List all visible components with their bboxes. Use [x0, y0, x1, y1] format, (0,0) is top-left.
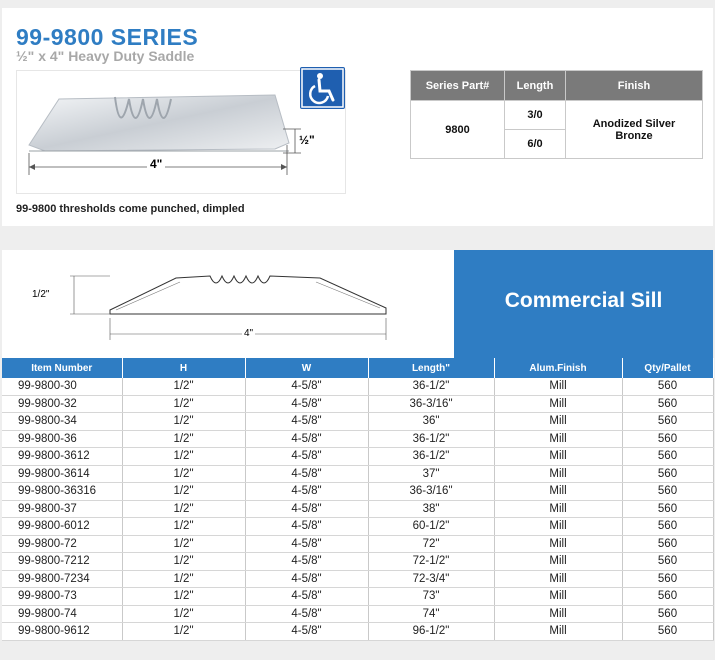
series-subtitle: ½" x 4" Heavy Duty Saddle [16, 48, 195, 64]
length-cell: 36-3/16" [368, 395, 494, 413]
column-header-length: Length" [368, 358, 494, 378]
table-row [2, 395, 713, 413]
product-note: 99-9800 thresholds come punched, dimpled [16, 203, 245, 215]
spec-finish-line: Bronze [615, 129, 653, 142]
finish-cell: Mill [494, 605, 622, 623]
w-cell: 4-5/8" [245, 483, 368, 501]
h-cell: 1/2" [122, 518, 245, 536]
finish-cell: Mill [494, 465, 622, 483]
qty-cell: 560 [622, 378, 713, 395]
items-table [2, 358, 714, 641]
spec-finish-cell [566, 101, 703, 159]
h-cell: 1/2" [122, 588, 245, 606]
column-header-qty: Qty/Pallet [622, 358, 713, 378]
length-cell: 38" [368, 500, 494, 518]
column-header-finish: Alum.Finish [494, 358, 622, 378]
w-cell: 4-5/8" [245, 378, 368, 395]
finish-cell: Mill [494, 623, 622, 641]
length-cell: 36-1/2" [368, 378, 494, 395]
table-row [2, 430, 713, 448]
spec-header-part: Series Part# [411, 71, 505, 101]
spec-header-finish: Finish [566, 71, 703, 101]
item-number-cell: 99-9800-7212 [2, 553, 122, 571]
qty-cell: 560 [622, 430, 713, 448]
column-header-h: H [122, 358, 245, 378]
finish-cell: Mill [494, 570, 622, 588]
qty-cell: 560 [622, 413, 713, 431]
sill-profile-svg [30, 258, 430, 348]
table-row [2, 465, 713, 483]
qty-cell: 560 [622, 395, 713, 413]
h-cell: 1/2" [122, 500, 245, 518]
sill-profile-drawing [30, 258, 430, 348]
w-cell: 4-5/8" [245, 430, 368, 448]
saddle-profile-illustration [17, 71, 345, 193]
length-cell: 72-1/2" [368, 553, 494, 571]
sill-width-label: 4" [244, 328, 254, 339]
h-cell: 1/2" [122, 483, 245, 501]
series-spec-table [410, 70, 703, 159]
wheelchair-accessibility-icon [300, 67, 345, 109]
h-cell: 1/2" [122, 553, 245, 571]
w-cell: 4-5/8" [245, 465, 368, 483]
table-row [2, 553, 713, 571]
h-cell: 1/2" [122, 623, 245, 641]
item-number-cell: 99-9800-32 [2, 395, 122, 413]
item-number-cell: 99-9800-7234 [2, 570, 122, 588]
finish-cell: Mill [494, 483, 622, 501]
table-row [2, 378, 713, 395]
item-number-cell: 99-9800-73 [2, 588, 122, 606]
h-cell: 1/2" [122, 535, 245, 553]
finish-cell: Mill [494, 500, 622, 518]
h-cell: 1/2" [122, 448, 245, 466]
finish-cell: Mill [494, 413, 622, 431]
item-number-cell: 99-9800-6012 [2, 518, 122, 536]
finish-cell: Mill [494, 448, 622, 466]
item-number-cell: 99-9800-34 [2, 413, 122, 431]
qty-cell: 560 [622, 465, 713, 483]
sill-title: Commercial Sill [504, 289, 663, 312]
qty-cell: 560 [622, 605, 713, 623]
w-cell: 4-5/8" [245, 500, 368, 518]
finish-cell: Mill [494, 535, 622, 553]
qty-cell: 560 [622, 535, 713, 553]
table-row [2, 448, 713, 466]
item-number-cell: 99-9800-9612 [2, 623, 122, 641]
qty-cell: 560 [622, 500, 713, 518]
spec-length-cell: 6/0 [505, 130, 566, 159]
table-row [2, 623, 713, 641]
qty-cell: 560 [622, 448, 713, 466]
w-cell: 4-5/8" [245, 623, 368, 641]
w-cell: 4-5/8" [245, 570, 368, 588]
h-cell: 1/2" [122, 465, 245, 483]
length-cell: 72" [368, 535, 494, 553]
finish-cell: Mill [494, 378, 622, 395]
qty-cell: 560 [622, 623, 713, 641]
finish-cell: Mill [494, 553, 622, 571]
finish-cell: Mill [494, 395, 622, 413]
table-row [2, 413, 713, 431]
length-cell: 37" [368, 465, 494, 483]
qty-cell: 560 [622, 588, 713, 606]
qty-cell: 560 [622, 553, 713, 571]
table-row [2, 588, 713, 606]
w-cell: 4-5/8" [245, 588, 368, 606]
item-number-cell: 99-9800-74 [2, 605, 122, 623]
h-cell: 1/2" [122, 605, 245, 623]
table-row [2, 483, 713, 501]
w-cell: 4-5/8" [245, 553, 368, 571]
items-header-row [2, 358, 713, 378]
w-cell: 4-5/8" [245, 395, 368, 413]
length-cell: 36-1/2" [368, 430, 494, 448]
item-number-cell: 99-9800-3612 [2, 448, 122, 466]
table-row [2, 500, 713, 518]
column-header-w: W [245, 358, 368, 378]
item-number-cell: 99-9800-72 [2, 535, 122, 553]
table-row [2, 605, 713, 623]
table-row [2, 518, 713, 536]
item-number-cell: 99-9800-3614 [2, 465, 122, 483]
qty-cell: 560 [622, 570, 713, 588]
h-cell: 1/2" [122, 430, 245, 448]
spec-finish-line: Anodized Silver [592, 117, 676, 130]
w-cell: 4-5/8" [245, 518, 368, 536]
length-cell: 60-1/2" [368, 518, 494, 536]
item-number-cell: 99-9800-36316 [2, 483, 122, 501]
column-header-item-number: Item Number [2, 358, 122, 378]
qty-cell: 560 [622, 483, 713, 501]
item-number-cell: 99-9800-30 [2, 378, 122, 395]
table-row [2, 535, 713, 553]
finish-cell: Mill [494, 588, 622, 606]
sill-height-label: 1/2" [32, 289, 50, 300]
commercial-sill-banner [454, 250, 713, 358]
spec-header-length: Length [505, 71, 566, 101]
h-cell: 1/2" [122, 570, 245, 588]
h-cell: 1/2" [122, 378, 245, 395]
length-cell: 72-3/4" [368, 570, 494, 588]
saddle-width-label: 4" [147, 157, 165, 171]
item-number-cell: 99-9800-37 [2, 500, 122, 518]
item-number-cell: 99-9800-36 [2, 430, 122, 448]
length-cell: 73" [368, 588, 494, 606]
spec-length-cell: 3/0 [505, 101, 566, 130]
length-cell: 96-1/2" [368, 623, 494, 641]
w-cell: 4-5/8" [245, 535, 368, 553]
w-cell: 4-5/8" [245, 605, 368, 623]
length-cell: 36-1/2" [368, 448, 494, 466]
h-cell: 1/2" [122, 395, 245, 413]
length-cell: 36-3/16" [368, 483, 494, 501]
finish-cell: Mill [494, 430, 622, 448]
spec-part-cell: 9800 [411, 101, 505, 159]
saddle-image [16, 70, 346, 194]
w-cell: 4-5/8" [245, 448, 368, 466]
length-cell: 36" [368, 413, 494, 431]
qty-cell: 560 [622, 518, 713, 536]
length-cell: 74" [368, 605, 494, 623]
series-title: 99-9800 SERIES [16, 24, 199, 50]
table-row [2, 570, 713, 588]
saddle-height-label: ½" [299, 133, 315, 147]
w-cell: 4-5/8" [245, 413, 368, 431]
finish-cell: Mill [494, 518, 622, 536]
h-cell: 1/2" [122, 413, 245, 431]
